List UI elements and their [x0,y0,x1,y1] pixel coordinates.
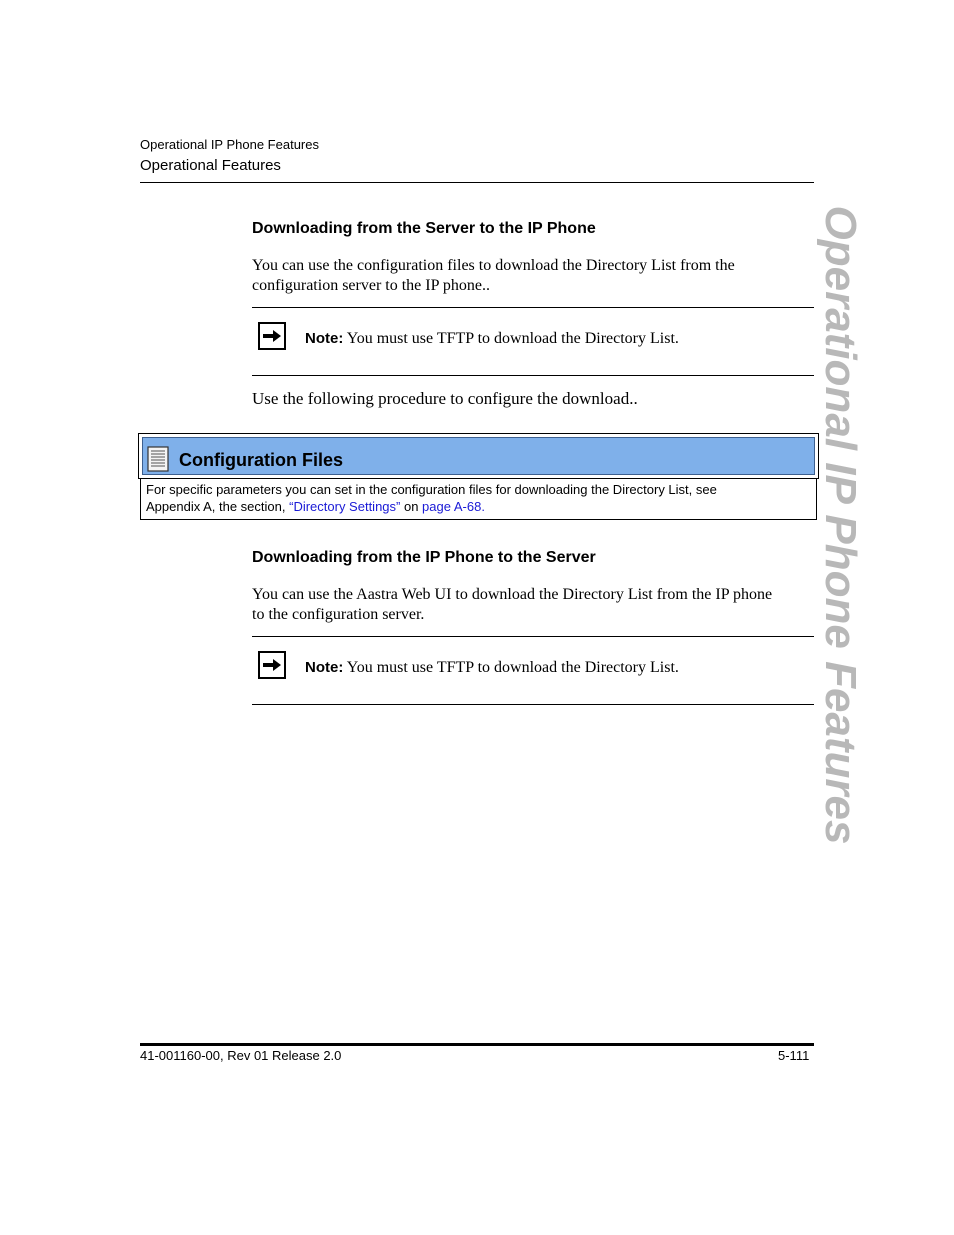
section-heading-phone-to-server: Downloading from the IP Phone to the Server [252,549,596,566]
note-rule-bottom [252,704,814,705]
document-icon [147,446,169,477]
config-body-line [146,498,816,515]
note-text: You must use TFTP to download the Directory List. [346,659,679,676]
configuration-files-header [138,433,819,479]
procedure-intro: Use the following procedure to configure the download.. [252,389,638,408]
footer-page-number: 5-111 [778,1048,810,1063]
paragraph-line: to the configuration server. [252,606,425,623]
footer-document-id: 41-001160-00, Rev 01 Release 2.0 [140,1048,342,1063]
config-body-end: . [481,499,485,514]
paragraph-line: You can use the configuration files to download the Directory List from the [252,257,735,274]
paragraph-line: configuration server to the IP phone.. [252,277,491,294]
configuration-files-bar [142,437,815,475]
running-header-chapter: Operational IP Phone Features [140,137,319,152]
note-rule-top [252,307,814,308]
config-body-line: For specific parameters you can set in the configuration files for downloading the Directory List, see [146,482,717,497]
configuration-files-body [140,479,817,520]
note-label: Note: [305,659,344,676]
chapter-sidebar-title: Operational IP Phone Features [816,205,865,845]
note-rule-bottom [252,375,814,376]
configuration-files-title: Configuration Files [179,450,343,470]
paragraph-server-to-phone [252,256,812,296]
paragraph-line: You can use the Aastra Web UI to download the Directory List from the IP phone [252,586,773,603]
arrow-right-icon [258,651,286,679]
note-rule-top [252,636,814,637]
section-heading-server-to-phone: Downloading from the Server to the IP Phone [252,220,596,237]
footer-rule [140,1043,814,1046]
note-label: Note: [305,330,344,347]
note-text: You must use TFTP to download the Directory List. [346,330,679,347]
config-body-middle: on [400,499,423,514]
page-a68-link[interactable]: page A-68 [422,499,482,514]
directory-settings-link[interactable]: “Directory Settings” [289,499,401,514]
note-phone-to-server [305,659,679,677]
note-server-to-phone [305,330,679,348]
arrow-right-icon [258,322,286,350]
header-rule [140,182,814,183]
running-header-section: Operational Features [140,157,281,174]
paragraph-phone-to-server [252,585,814,625]
config-body-prefix: Appendix A, the section, [146,499,290,514]
